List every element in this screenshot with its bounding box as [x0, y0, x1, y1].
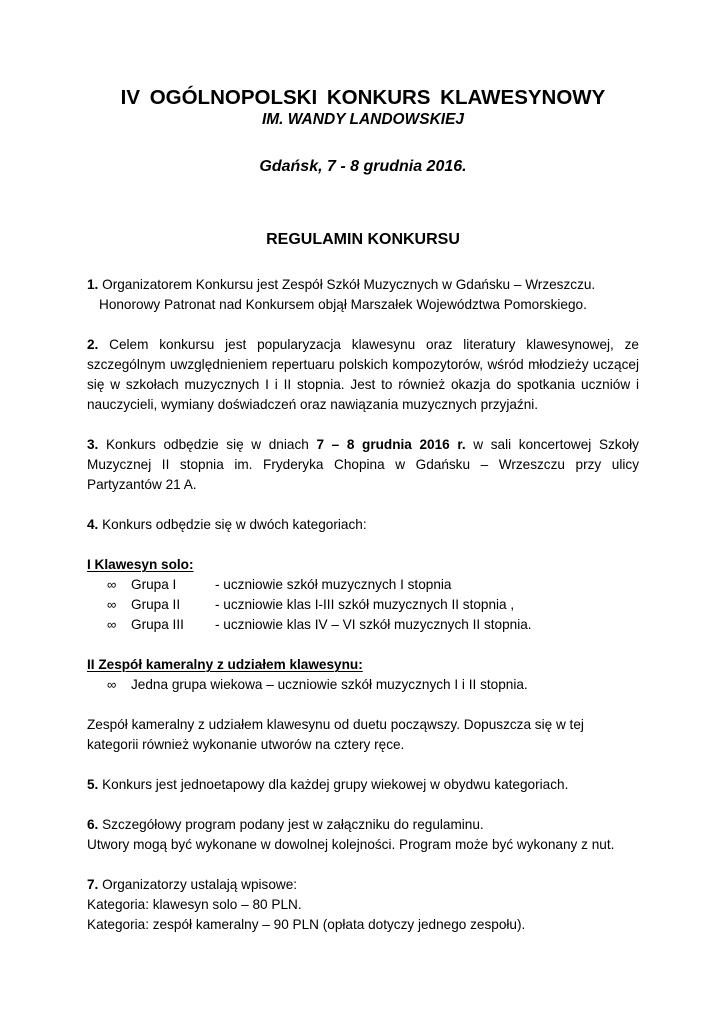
list-item: [107, 675, 639, 695]
group-name: Grupa III: [131, 617, 184, 632]
category-solo: [87, 555, 639, 635]
competition-dates: 7 – 8 grudnia 2016 r.: [316, 437, 466, 452]
section-number: 2.: [87, 337, 99, 352]
group-name: Grupa I: [131, 577, 177, 592]
section-1-line-2: Honorowy Patronat nad Konkursem objął Marszałek Województwa Pomorskiego.: [99, 297, 587, 312]
group-description: - uczniowie klas I-III szkół muzycznych II stopnia ,: [215, 597, 515, 612]
list-item: [107, 595, 639, 615]
place-date: Gdańsk, 7 - 8 grudnia 2016.: [259, 158, 467, 175]
section-number: 3.: [87, 437, 99, 452]
section-1: [87, 275, 639, 315]
infinity-bullet-icon: ∞: [107, 617, 117, 632]
section-7: [87, 875, 639, 935]
list-item: [107, 575, 639, 595]
section-4-text: Konkurs odbędzie się w dwóch kategoriach:: [98, 517, 367, 532]
section-4: [87, 515, 639, 535]
section-3-text-before: Konkurs odbędzie się w dniach: [98, 437, 317, 452]
section-6-line-1: Szczegółowy program podany jest w załączniku do regulaminu.: [98, 817, 484, 832]
section-number: 4.: [87, 517, 99, 532]
section-number: 1.: [87, 277, 99, 292]
group-description: - uczniowie szkół muzycznych I stopnia: [215, 577, 452, 592]
section-5-text: Konkurs jest jednoetapowy dla każdej grupy wiekowej w obydwu kategoriach.: [98, 777, 569, 792]
section-2-text: Celem konkursu jest popularyzacja klawesynu oraz literatury klawesynowej, ze szczególnym uwzględnieniem repertuaru polskich kompozytorów, wśród młodzieży uczącej się w szkołach muzycznych I i II stopnia. Jest to również okazja do spotkania uczniów i nauczycieli, wymiany doświadczeń oraz nawiązania muzycznych przyjaźni.: [87, 337, 639, 412]
infinity-bullet-icon: ∞: [107, 677, 117, 692]
infinity-bullet-icon: ∞: [107, 597, 117, 612]
fee-solo: Kategoria: klawesyn solo – 80 PLN.: [87, 897, 302, 912]
section-7-line-1: Organizatorzy ustalają wpisowe:: [98, 877, 298, 892]
section-number: 6.: [87, 817, 99, 832]
competition-title: IV OGÓLNOPOLSKI KONKURS KLAWESYNOWY: [120, 86, 606, 109]
category-solo-heading: I Klawesyn solo:: [87, 557, 194, 572]
section-1-line-1: Organizatorem Konkursu jest Zespół Szkół Muzycznych w Gdańsku – Wrzeszczu.: [98, 277, 596, 292]
category-ensemble-groups: [87, 675, 639, 695]
ensemble-note-text: Zespół kameralny z udziałem klawesynu od duetu począwszy. Dopuszcza się w tej kategorii również wykonanie utworów na cztery ręce.: [87, 717, 584, 752]
section-5: [87, 775, 639, 795]
category-ensemble-heading: II Zespół kameralny z udziałem klawesynu:: [87, 657, 363, 672]
group-description: - uczniowie klas IV – VI szkół muzycznych II stopnia.: [215, 617, 532, 632]
section-number: 5.: [87, 777, 99, 792]
section-number: 7.: [87, 877, 99, 892]
regulations-title: REGULAMIN KONKURSU: [266, 231, 460, 248]
regulations-page: [87, 86, 639, 935]
section-3: [87, 435, 639, 495]
group-name: Grupa II: [131, 597, 181, 612]
group-description: Jedna grupa wiekowa – uczniowie szkół muzycznych I i II stopnia.: [131, 677, 528, 692]
infinity-bullet-icon: ∞: [107, 577, 117, 592]
category-ensemble: [87, 655, 639, 695]
fee-ensemble: Kategoria: zespół kameralny – 90 PLN (opłata dotyczy jednego zespołu).: [87, 917, 526, 932]
section-2: [87, 335, 639, 415]
category-solo-groups: [87, 575, 639, 635]
section-6-line-2: Utwory mogą być wykonane w dowolnej kolejności. Program może być wykonany z nut.: [87, 837, 615, 852]
ensemble-note: [87, 715, 639, 755]
list-item: [107, 615, 639, 635]
section-6: [87, 815, 639, 855]
section-3-text-after: w sali koncertowej Szkoły Muzycznej II stopnia im. Fryderyka Chopina w Gdańsku – Wrzeszczu przy ulicy Partyzantów 21 A.: [87, 437, 639, 492]
competition-subtitle: IM. WANDY LANDOWSKIEJ: [261, 111, 465, 128]
